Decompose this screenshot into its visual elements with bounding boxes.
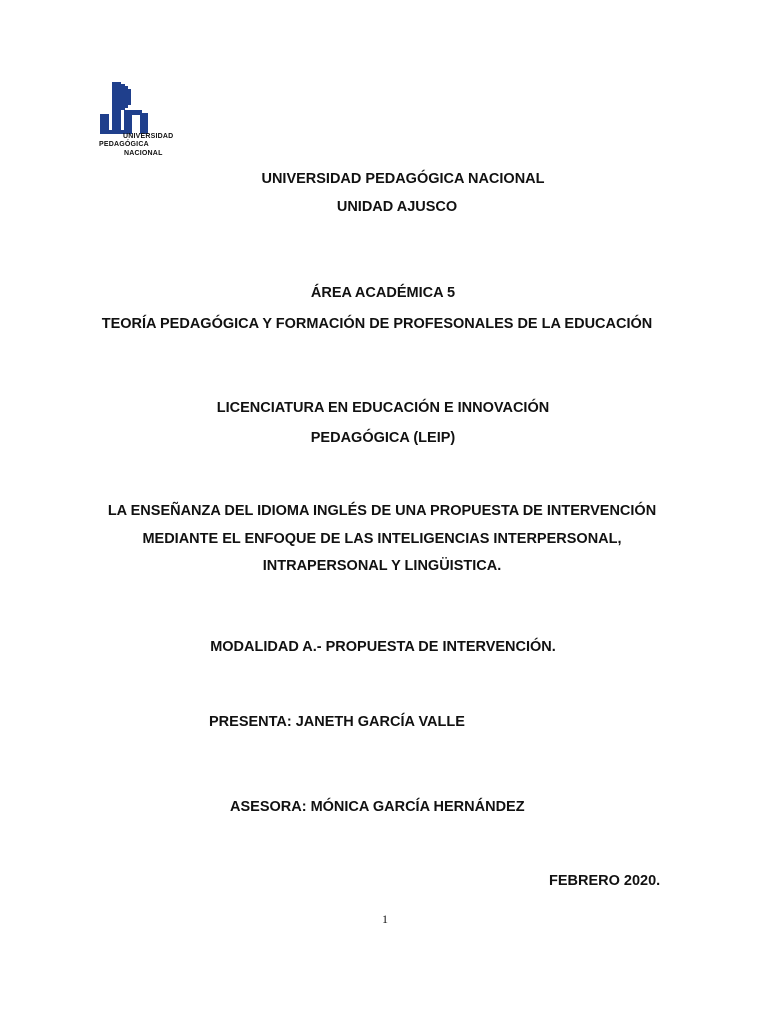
page-number: 1 [382, 912, 388, 926]
unit-name: UNIDAD AJUSCO [336, 199, 458, 215]
degree-line-2: PEDAGÓGICA (LEIP) [310, 430, 456, 446]
presenter: PRESENTA: JANETH GARCÍA VALLE [209, 714, 465, 730]
thesis-title-line-3: INTRAPERSONAL Y LINGÜISTICA. [262, 558, 502, 574]
upn-logo [96, 80, 192, 160]
thesis-title-line-2: MEDIANTE EL ENFOQUE DE LAS INTELIGENCIAS INTERPERSONAL, [142, 531, 622, 547]
logo-text-pedagogica: PEDAGÓGICA [99, 141, 149, 148]
thesis-title-line-1: LA ENSEÑANZA DEL IDIOMA INGLÉS DE UNA PROPUESTA DE INTERVENCIÓN [107, 503, 657, 519]
logo-text-universidad: UNIVERSIDAD [123, 133, 174, 140]
logo-text-nacional: NACIONAL [124, 150, 163, 157]
date: FEBRERO 2020. [549, 873, 661, 889]
advisor: ASESORA: MÓNICA GARCÍA HERNÁNDEZ [230, 799, 525, 815]
upn-logo-mark [96, 80, 192, 140]
university-name: UNIVERSIDAD PEDAGÓGICA NACIONAL [261, 171, 545, 187]
academic-area-subtitle: TEORÍA PEDAGÓGICA Y FORMACIÓN DE PROFESONALES DE LA EDUCACIÓN [101, 316, 653, 332]
academic-area: ÁREA ACADÉMICA 5 [310, 285, 456, 301]
degree-line-1: LICENCIATURA EN EDUCACIÓN E INNOVACIÓN [216, 400, 550, 416]
modality: MODALIDAD A.- PROPUESTA DE INTERVENCIÓN. [210, 639, 556, 655]
